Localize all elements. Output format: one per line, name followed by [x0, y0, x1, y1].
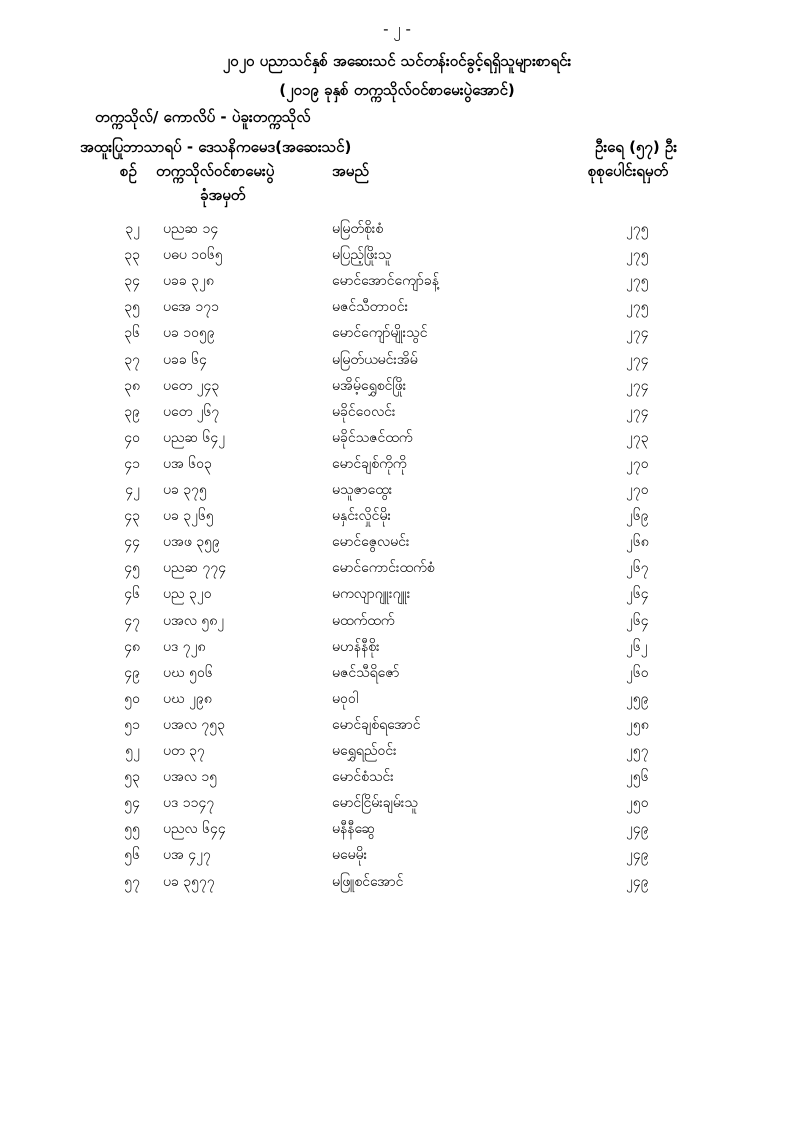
row-score: ၂၅၀ — [626, 795, 649, 811]
row-name: မဝုဝါ — [332, 691, 359, 707]
row-seq: ၃၃ — [124, 247, 140, 263]
row-seq: ၅၃ — [124, 769, 140, 785]
row-score: ၂၅၉ — [626, 691, 649, 707]
row-seq: ၅၄ — [124, 795, 140, 811]
row-score: ၂၅၈ — [626, 717, 649, 733]
page-number: - ၂ - — [383, 20, 411, 38]
row-name: မမေမိုး — [332, 847, 368, 863]
row-reg-number: ပခခ ၆၄ — [163, 352, 207, 368]
row-name: မသူဇာထွေး — [332, 482, 393, 498]
row-score: ၂၇၅ — [626, 221, 649, 237]
row-reg-number: ပညလ ၆၄၄ — [163, 821, 226, 837]
row-score: ၂၇၀ — [626, 482, 649, 498]
row-score: ၂၆၄ — [626, 586, 649, 602]
row-name: မနီနီဆွေ — [332, 821, 376, 837]
row-name: မောင်ငြိမ်းချမ်းသူ — [332, 795, 418, 811]
row-reg-number: ပတ ၃၇ — [163, 743, 205, 759]
row-name: မပြည့်ဖြိုးသူ — [332, 247, 392, 263]
row-name: မထက်ထက် — [332, 613, 395, 629]
row-name: မောင်ချစ်ကိုကို — [332, 456, 407, 472]
row-score: ၂၇၄ — [626, 325, 649, 341]
row-seq: ၃၂ — [125, 221, 140, 237]
row-score: ၂၄၉ — [626, 821, 649, 837]
row-name: မမြတ်ယမင်းအိမ် — [332, 352, 418, 368]
row-score: ၂၆၂ — [626, 639, 648, 655]
row-reg-number: ပဒ ၇၂၈ — [163, 639, 206, 655]
row-seq: ၅၇ — [124, 874, 140, 890]
subject-label: အထူးပြုဘာသာရပ် - ဒေသနိကမေဒ(အဆေးသင်) — [80, 138, 352, 156]
row-score: ၂၆၀ — [626, 665, 649, 681]
row-score: ၂၇၄ — [626, 352, 649, 368]
row-seq: ၄၁ — [124, 456, 140, 472]
row-name: မအိမ့်ရွှေစင်ဖြိုး — [332, 378, 407, 394]
row-name: မမြတ်စိုးစံ — [332, 221, 384, 237]
count-label: ဦးရေ (၅၇) ဦး — [595, 138, 678, 156]
row-reg-number: ပအ ၆၀၃ — [163, 456, 212, 472]
row-seq: ၃၅ — [124, 299, 140, 315]
university-label: တက္ကသိုလ်/ ကောလိပ် - ပဲခူးတက္ကသိုလ် — [95, 108, 311, 126]
row-score: ၂၄၉ — [626, 847, 649, 863]
column-header-seq: စဉ် — [120, 162, 137, 180]
row-score: ၂၄၉ — [626, 874, 649, 890]
column-header-reg: တက္ကသိုလ်ဝင်စာမေးပွဲ — [156, 162, 275, 180]
row-reg-number: ပခခ ၃၂၈ — [163, 273, 214, 289]
row-reg-number: ပအဖ ၃၅၉ — [163, 534, 220, 550]
row-reg-number: ပဓပ ၁၀၆၅ — [163, 247, 223, 263]
row-name: မခိုင်သဇင်ထက် — [332, 430, 413, 446]
row-score: ၂၆၉ — [626, 508, 649, 524]
row-seq: ၃၄ — [124, 273, 140, 289]
row-reg-number: ပခ ၁၀၅၉ — [163, 325, 215, 341]
row-score: ၂၇၅ — [626, 273, 649, 289]
row-score: ၂၇၅ — [626, 247, 649, 263]
row-score: ၂၅၆ — [626, 769, 649, 785]
row-seq: ၃၆ — [124, 325, 140, 341]
row-name: မဇင်သီရိဇော် — [332, 665, 400, 681]
row-name: မနှင်းလှိုင်မိုး — [332, 508, 391, 524]
row-seq: ၅၂ — [125, 743, 140, 759]
row-seq: ၅၆ — [124, 847, 140, 863]
row-seq: ၄၄ — [124, 534, 140, 550]
row-seq: ၄၆ — [124, 586, 140, 602]
row-name: မောင်ကျော်မျိုးသွင် — [332, 325, 428, 341]
column-header-name: အမည် — [332, 162, 369, 180]
row-seq: ၄၂ — [125, 482, 140, 498]
row-score: ၂၇၅ — [626, 299, 649, 315]
row-name: မကလျာဂျူးဂျူး — [332, 586, 411, 602]
column-header-reg-2: ခုံအမှတ် — [200, 186, 246, 204]
row-name: မောင်စံသင်း — [332, 769, 394, 785]
row-seq: ၄၀ — [124, 430, 140, 446]
row-reg-number: ပညဆ ၇၇၄ — [163, 560, 227, 576]
row-name: မဖြူစင်အောင် — [332, 874, 404, 890]
row-seq: ၃၉ — [124, 404, 140, 420]
row-name: မဇင်သီတာဝင်း — [332, 299, 409, 315]
row-reg-number: ပညဆ ၆၄၂ — [163, 430, 226, 446]
row-score: ၂၆၇ — [626, 560, 649, 576]
row-reg-number: ပတေ ၂၄၃ — [163, 378, 220, 394]
row-seq: ၅၁ — [124, 717, 140, 733]
row-reg-number: ပအလ ၅၈၂ — [163, 613, 225, 629]
row-score: ၂၆၄ — [626, 613, 649, 629]
row-name: မဟန်နီစိုး — [332, 639, 380, 655]
row-score: ၂၇၄ — [626, 404, 649, 420]
row-score: ၂၅၇ — [626, 743, 649, 759]
row-seq: ၄၅ — [124, 560, 140, 576]
row-reg-number: ပည ၃၂၀ — [163, 586, 212, 602]
row-seq: ၃၇ — [124, 352, 140, 368]
row-reg-number: ပအလ ၇၅၃ — [163, 717, 226, 733]
row-name: မရွှေရည်ဝင်း — [332, 743, 397, 759]
row-score: ၂၇၀ — [626, 456, 649, 472]
row-reg-number: ပညဆ ၁၄ — [163, 221, 219, 237]
row-seq: ၄၉ — [124, 665, 140, 681]
row-name: မောင်အောင်ကျော်ခန့် — [332, 273, 439, 289]
row-seq: ၄၃ — [124, 508, 140, 524]
row-reg-number: ပဃ ၂၉၈ — [163, 691, 212, 707]
row-name: မခိုင်ဝေလင်း — [332, 404, 396, 420]
column-header-score: စုစုပေါင်းရမှတ် — [588, 162, 669, 180]
row-score: ၂၇၄ — [626, 378, 649, 394]
row-seq: ၄၈ — [124, 639, 140, 655]
row-seq: ၅၅ — [124, 821, 140, 837]
row-seq: ၄၇ — [124, 613, 140, 629]
row-seq: ၅၀ — [124, 691, 140, 707]
row-reg-number: ပအလ ၁၅ — [163, 769, 218, 785]
row-seq: ၃၈ — [124, 378, 140, 394]
row-name: မောင်ချစ်ရအောင် — [332, 717, 421, 733]
document-subtitle: (၂၀၁၉ ခုနှစ် တက္ကသိုလ်ဝင်စာမေးပွဲအောင်) — [279, 81, 515, 99]
row-reg-number: ပအ ၄၂၇ — [163, 847, 211, 863]
row-reg-number: ပခ ၃၅၇၇ — [163, 874, 215, 890]
row-reg-number: ပခ ၃၇၅ — [163, 482, 207, 498]
row-reg-number: ပတေ ၂၆၇ — [163, 404, 220, 420]
row-score: ၂၆၈ — [626, 534, 649, 550]
row-reg-number: ပဒ ၁၁၄၇ — [163, 795, 215, 811]
row-score: ၂၇၃ — [626, 430, 649, 446]
row-reg-number: ပဃ ၅၀၆ — [163, 665, 213, 681]
row-name: မောင်ကောင်းထက်စံ — [332, 560, 435, 576]
row-reg-number: ပခ ၃၂၆၅ — [163, 508, 214, 524]
row-name: မောင်ဇွေလမင်း — [332, 534, 410, 550]
document-title: ၂၀၂၀ ပညာသင်နှစ် အဆေးသင် သင်တန်းဝင်ခွင့်ရရှိသူများစာရင်း — [222, 52, 572, 70]
row-reg-number: ပအေ ၁၇၁ — [163, 299, 219, 315]
